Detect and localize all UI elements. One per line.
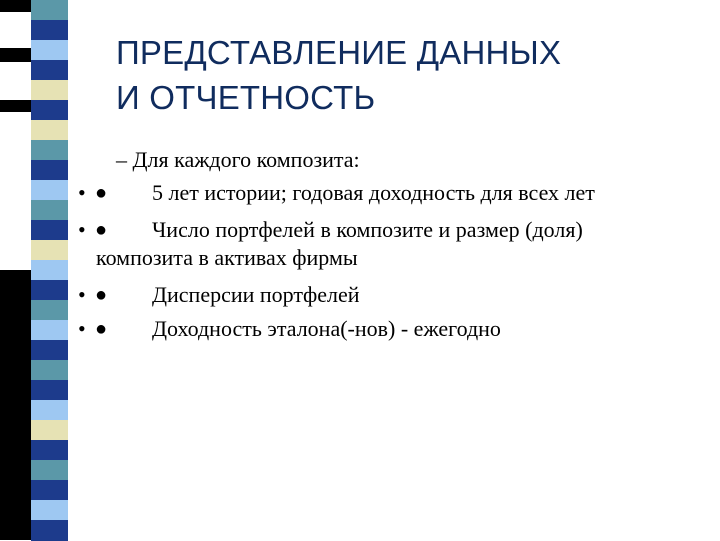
stripe-block [31, 460, 68, 481]
list-item: Число портфелей в композите и размер (доля) [152, 217, 583, 242]
stripe-block [31, 320, 68, 341]
bullet-marker: • [78, 282, 86, 307]
list-item: Доходность эталона(-нов) - ежегодно [152, 316, 501, 341]
subheading: – Для каждого композита: [116, 147, 360, 172]
stripe-block [31, 520, 68, 541]
slide-title-line-2: И ОТЧЕТНОСТЬ [116, 79, 376, 116]
bullet-marker: • [78, 180, 86, 205]
stripe-block [31, 0, 68, 21]
stripe-block [31, 480, 68, 501]
stripe-block [0, 112, 31, 270]
slide-title-line-1: ПРЕДСТАВЛЕНИЕ ДАННЫХ [116, 34, 562, 71]
stripe-block [31, 200, 68, 221]
stripe-block [31, 40, 68, 61]
list-item: Дисперсии портфелей [152, 282, 360, 307]
stripe-block [31, 440, 68, 461]
stripe-block [31, 120, 68, 141]
stripe-column-right [31, 0, 68, 540]
list-item: 5 лет истории; годовая доходность для всех лет [152, 180, 595, 205]
stripe-block [31, 80, 68, 101]
decorative-stripe-bar [0, 0, 68, 540]
sub-bullet-marker: ● [95, 182, 108, 204]
stripe-block [0, 0, 31, 12]
sub-bullet-marker: ● [95, 284, 108, 306]
stripe-block [31, 180, 68, 201]
list-item-continuation: композита в активах фирмы [96, 245, 358, 270]
stripe-block [0, 48, 31, 62]
stripe-block [31, 220, 68, 241]
stripe-block [31, 280, 68, 301]
bullet-marker: • [78, 316, 86, 341]
stripe-block [0, 62, 31, 100]
slide-title [116, 30, 706, 120]
stripe-block [31, 420, 68, 441]
stripe-block [31, 360, 68, 381]
stripe-block [31, 100, 68, 121]
stripe-block [31, 160, 68, 181]
stripe-block [31, 60, 68, 81]
sub-bullet-marker: ● [95, 318, 108, 340]
stripe-block [0, 270, 31, 286]
stripe-block [31, 300, 68, 321]
stripe-block [0, 286, 31, 540]
stripe-column-left [0, 0, 31, 540]
bullet-marker: • [78, 217, 86, 242]
stripe-block [31, 500, 68, 521]
stripe-block [31, 400, 68, 421]
stripe-block [31, 240, 68, 261]
stripe-block [31, 340, 68, 361]
sub-bullet-marker: ● [95, 219, 108, 241]
stripe-block [31, 140, 68, 161]
stripe-block [31, 260, 68, 281]
stripe-block [31, 20, 68, 41]
stripe-block [0, 100, 31, 112]
stripe-block [0, 12, 31, 48]
stripe-block [31, 380, 68, 401]
